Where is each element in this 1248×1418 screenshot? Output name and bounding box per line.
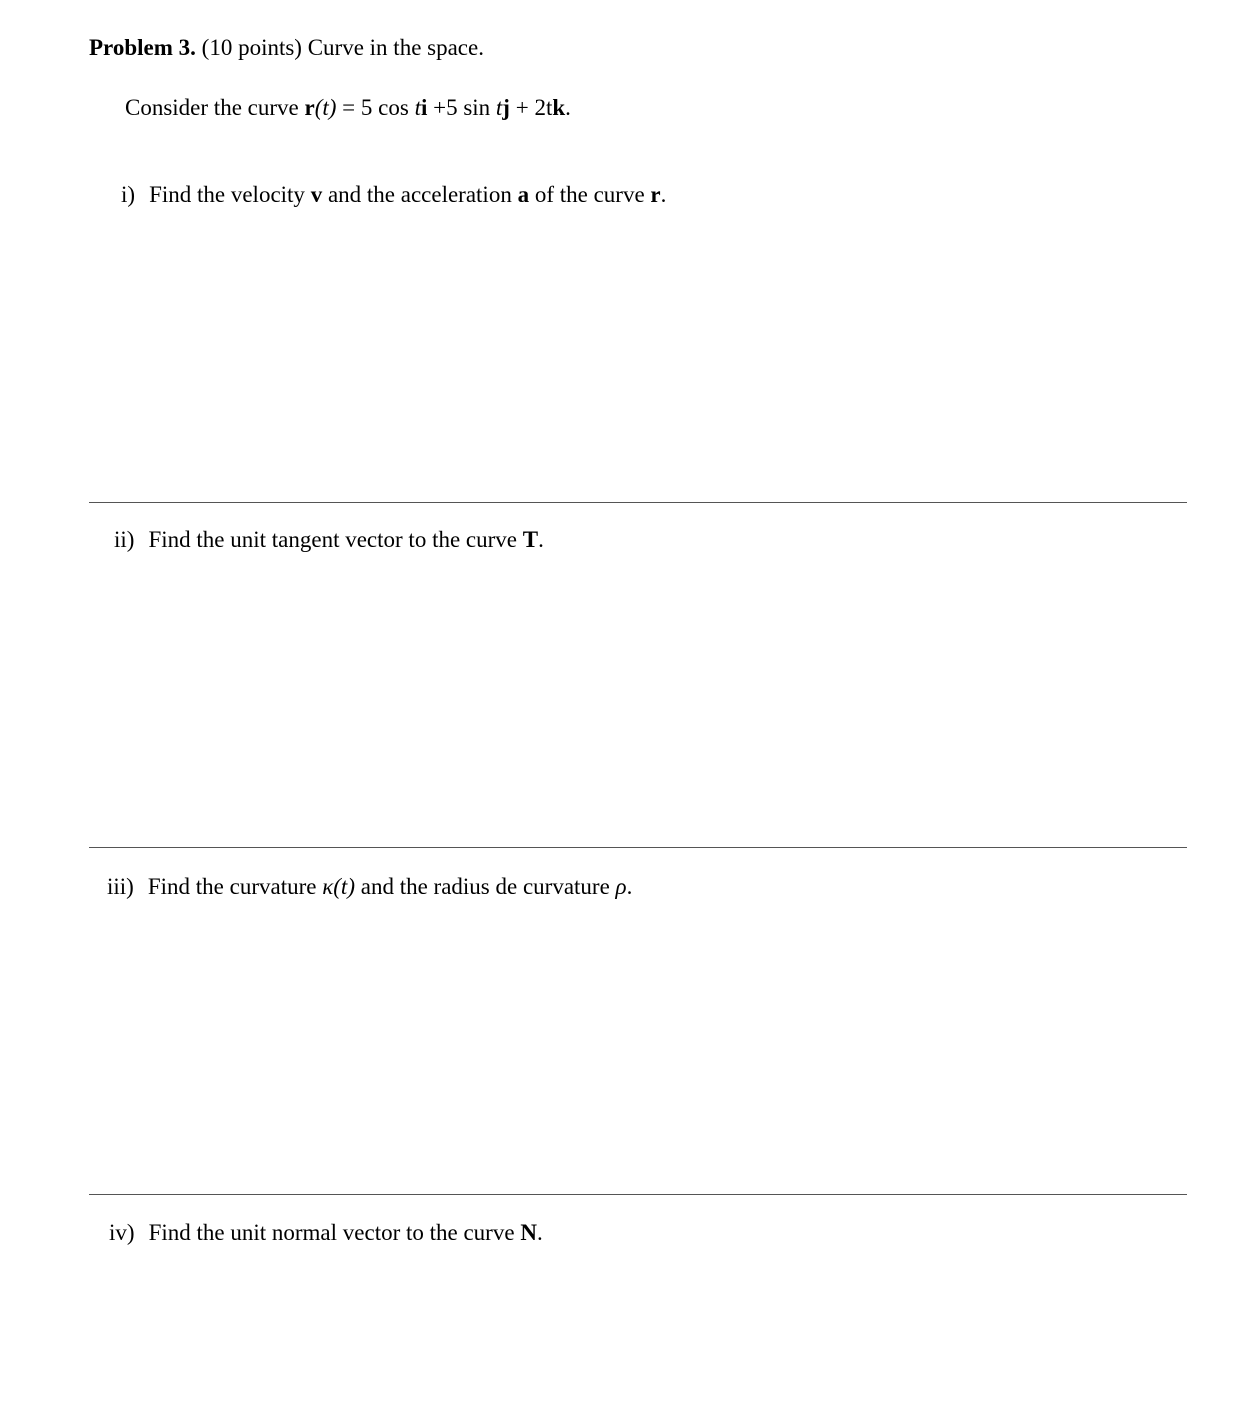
problem-heading: Problem 3.	[89, 35, 196, 60]
part-iii-text1: Find the curvature	[147, 874, 323, 899]
part-i-v: v	[310, 182, 323, 207]
intro-equals: = 5 cos	[336, 95, 415, 120]
part-iii-kappa: κ	[322, 874, 334, 899]
part-i-text3: of the curve	[529, 182, 651, 207]
part-i-r: r	[650, 182, 661, 207]
part-iv-N: N	[520, 1220, 537, 1245]
part-i-text2: and the acceleration	[322, 182, 518, 207]
problem-title	[89, 36, 484, 59]
part-iii-question	[107, 875, 632, 898]
part-i-a: a	[517, 182, 530, 207]
vector-r: r	[304, 95, 315, 120]
part-i-question	[121, 183, 666, 206]
unit-i: i	[420, 95, 428, 120]
part-ii-label: ii)	[114, 527, 135, 552]
curve-definition	[125, 96, 571, 119]
divider-2	[89, 847, 1187, 848]
part-i-label: i)	[121, 182, 136, 207]
intro-paren-t: (t)	[314, 95, 337, 120]
intro-plus2t: + 2t	[509, 95, 553, 120]
unit-j: j	[502, 95, 510, 120]
part-iii-paren-t: (t)	[333, 874, 355, 899]
part-ii-T: T	[522, 527, 539, 552]
intro-t1: t	[414, 95, 421, 120]
intro-plus5sin: +5 sin	[427, 95, 496, 120]
part-i-end: .	[660, 182, 667, 207]
divider-3	[89, 1194, 1187, 1195]
divider-1	[89, 502, 1187, 503]
part-ii-text1: Find the unit tangent vector to the curve	[148, 527, 523, 552]
part-ii-end: .	[538, 527, 544, 552]
part-iv-text1: Find the unit normal vector to the curve	[148, 1220, 521, 1245]
part-iv-question	[109, 1221, 543, 1244]
part-iii-end: .	[626, 874, 633, 899]
intro-period: .	[565, 95, 571, 120]
problem-points: (10 points) Curve in the space.	[201, 35, 484, 60]
part-iv-label: iv)	[109, 1220, 135, 1245]
part-iii-rho: ρ	[615, 874, 627, 899]
part-iii-text2: and the radius de curvature	[354, 874, 616, 899]
part-iv-end: .	[536, 1220, 543, 1245]
unit-k: k	[552, 95, 566, 120]
part-ii-question	[114, 528, 544, 551]
part-i-text1: Find the velocity	[149, 182, 311, 207]
part-iii-label: iii)	[107, 874, 134, 899]
intro-lead: Consider the curve	[125, 95, 305, 120]
intro-t2: t	[495, 95, 503, 120]
